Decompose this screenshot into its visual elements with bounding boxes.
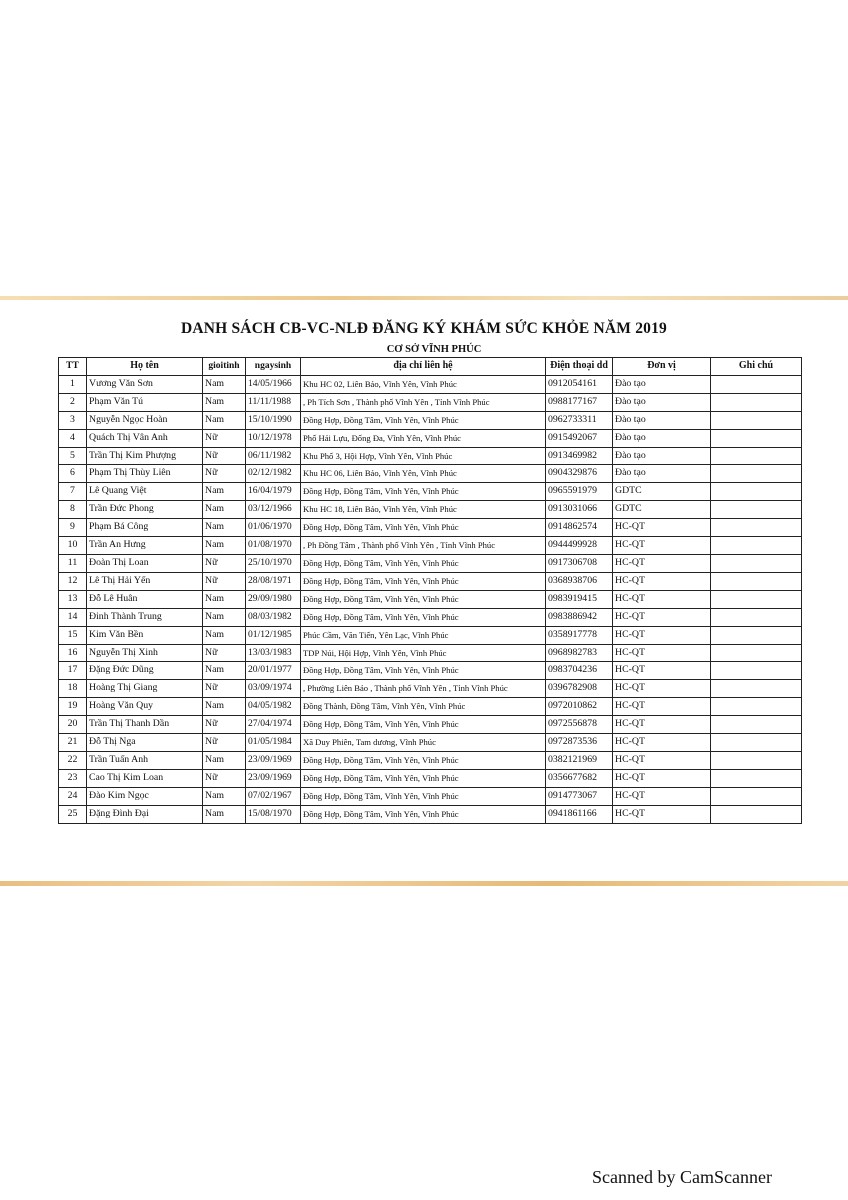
cell-name: Hoàng Văn Quy bbox=[87, 698, 203, 716]
cell-name: Quách Thị Vân Anh bbox=[87, 429, 203, 447]
cell-unit: HC-QT bbox=[613, 751, 711, 769]
cell-name: Phạm Bá Công bbox=[87, 519, 203, 537]
cell-tt: 1 bbox=[59, 375, 87, 393]
table-row bbox=[59, 375, 802, 393]
cell-unit: HC-QT bbox=[613, 644, 711, 662]
cell-address: Đồng Hợp, Đồng Tâm, Vĩnh Yên, Vĩnh Phúc bbox=[301, 519, 546, 537]
cell-tt: 6 bbox=[59, 465, 87, 483]
cell-phone: 0356677682 bbox=[546, 769, 613, 787]
cell-phone: 0912054161 bbox=[546, 375, 613, 393]
cell-name: Phạm Thị Thùy Liên bbox=[87, 465, 203, 483]
cell-address: Xã Duy Phiên, Tam dương, Vĩnh Phúc bbox=[301, 734, 546, 752]
cell-address: Đồng Hợp, Đồng Tâm, Vĩnh Yên, Vĩnh Phúc bbox=[301, 787, 546, 805]
cell-name: Đào Kim Ngọc bbox=[87, 787, 203, 805]
table-row bbox=[59, 411, 802, 429]
cell-dob: 11/11/1988 bbox=[246, 393, 301, 411]
cell-tt: 22 bbox=[59, 751, 87, 769]
cell-note bbox=[711, 501, 802, 519]
cell-address: Khu HC 18, Liên Bảo, Vĩnh Yên, Vĩnh Phúc bbox=[301, 501, 546, 519]
cell-dob: 07/02/1967 bbox=[246, 787, 301, 805]
cell-name: Hoàng Thị Giang bbox=[87, 680, 203, 698]
cell-gender: Nam bbox=[203, 411, 246, 429]
cell-gender: Nữ bbox=[203, 734, 246, 752]
cell-note bbox=[711, 375, 802, 393]
cell-note bbox=[711, 447, 802, 465]
cell-unit: Đào tạo bbox=[613, 411, 711, 429]
cell-name: Đỗ Thị Nga bbox=[87, 734, 203, 752]
cell-note bbox=[711, 805, 802, 823]
cell-tt: 2 bbox=[59, 393, 87, 411]
table-row bbox=[59, 698, 802, 716]
cell-dob: 25/10/1970 bbox=[246, 554, 301, 572]
cell-gender: Nữ bbox=[203, 429, 246, 447]
cell-phone: 0983919415 bbox=[546, 590, 613, 608]
cell-unit: HC-QT bbox=[613, 680, 711, 698]
cell-unit: HC-QT bbox=[613, 537, 711, 555]
cell-gender: Nam bbox=[203, 483, 246, 501]
cell-dob: 13/03/1983 bbox=[246, 644, 301, 662]
cell-gender: Nữ bbox=[203, 680, 246, 698]
cell-name: Đoàn Thị Loan bbox=[87, 554, 203, 572]
header-phone: Điện thoại dd bbox=[546, 358, 613, 376]
cell-unit: Đào tạo bbox=[613, 375, 711, 393]
cell-name: Trần Thị Thanh Dần bbox=[87, 716, 203, 734]
cell-unit: HC-QT bbox=[613, 769, 711, 787]
table-row bbox=[59, 608, 802, 626]
cell-note bbox=[711, 680, 802, 698]
cell-address: Đồng Hợp, Đồng Tâm, Vĩnh Yên, Vĩnh Phúc bbox=[301, 411, 546, 429]
cell-tt: 14 bbox=[59, 608, 87, 626]
cell-phone: 0913469982 bbox=[546, 447, 613, 465]
cell-phone: 0972556878 bbox=[546, 716, 613, 734]
cell-unit: HC-QT bbox=[613, 787, 711, 805]
cell-gender: Nữ bbox=[203, 465, 246, 483]
cell-note bbox=[711, 787, 802, 805]
cell-note bbox=[711, 590, 802, 608]
cell-note bbox=[711, 698, 802, 716]
table-row bbox=[59, 554, 802, 572]
cell-dob: 23/09/1969 bbox=[246, 751, 301, 769]
cell-name: Đặng Đình Đại bbox=[87, 805, 203, 823]
cell-unit: HC-QT bbox=[613, 626, 711, 644]
cell-address: , Ph Tích Sơn , Thành phố Vĩnh Yên , Tỉnh Vĩnh Phúc bbox=[301, 393, 546, 411]
cell-note bbox=[711, 572, 802, 590]
cell-unit: GDTC bbox=[613, 501, 711, 519]
cell-name: Trần Đức Phong bbox=[87, 501, 203, 519]
header-dob: ngaysinh bbox=[246, 358, 301, 376]
cell-gender: Nữ bbox=[203, 572, 246, 590]
cell-note bbox=[711, 519, 802, 537]
cell-name: Lê Thị Hải Yến bbox=[87, 572, 203, 590]
cell-name: Phạm Văn Tú bbox=[87, 393, 203, 411]
cell-tt: 18 bbox=[59, 680, 87, 698]
cell-tt: 19 bbox=[59, 698, 87, 716]
table-row bbox=[59, 483, 802, 501]
cell-note bbox=[711, 734, 802, 752]
cell-address: Khu HC 06, Liên Bảo, Vĩnh Yên, Vĩnh Phúc bbox=[301, 465, 546, 483]
scanner-watermark: Scanned by CamScanner bbox=[592, 1167, 772, 1187]
table-row bbox=[59, 716, 802, 734]
cell-address: Đồng Hợp, Đồng Tâm, Vĩnh Yên, Vĩnh Phúc bbox=[301, 805, 546, 823]
cell-dob: 01/12/1985 bbox=[246, 626, 301, 644]
cell-name: Trần Thị Kim Phượng bbox=[87, 447, 203, 465]
cell-name: Kim Văn Bền bbox=[87, 626, 203, 644]
cell-address: Khu Phố 3, Hội Hợp, Vĩnh Yên, Vĩnh Phúc bbox=[301, 447, 546, 465]
cell-gender: Nam bbox=[203, 590, 246, 608]
table-row bbox=[59, 429, 802, 447]
cell-address: Khu HC 02, Liên Bảo, Vĩnh Yên, Vĩnh Phúc bbox=[301, 375, 546, 393]
cell-dob: 15/08/1970 bbox=[246, 805, 301, 823]
cell-tt: 10 bbox=[59, 537, 87, 555]
cell-phone: 0983704236 bbox=[546, 662, 613, 680]
cell-note bbox=[711, 769, 802, 787]
cell-name: Đặng Đức Dũng bbox=[87, 662, 203, 680]
cell-note bbox=[711, 537, 802, 555]
cell-tt: 20 bbox=[59, 716, 87, 734]
cell-name: Nguyễn Thị Xinh bbox=[87, 644, 203, 662]
cell-gender: Nam bbox=[203, 751, 246, 769]
table-row bbox=[59, 662, 802, 680]
header-tt: TT bbox=[59, 358, 87, 376]
cell-dob: 27/04/1974 bbox=[246, 716, 301, 734]
header-name: Họ tên bbox=[87, 358, 203, 376]
cell-gender: Nữ bbox=[203, 644, 246, 662]
cell-tt: 25 bbox=[59, 805, 87, 823]
table-row bbox=[59, 787, 802, 805]
header-address: địa chỉ liên hệ bbox=[301, 358, 546, 376]
header-note: Ghi chú bbox=[711, 358, 802, 376]
cell-phone: 0962733311 bbox=[546, 411, 613, 429]
table-row bbox=[59, 519, 802, 537]
cell-dob: 02/12/1982 bbox=[246, 465, 301, 483]
cell-unit: HC-QT bbox=[613, 572, 711, 590]
cell-address: Đồng Hợp, Đồng Tâm, Vĩnh Yên, Vĩnh Phúc bbox=[301, 483, 546, 501]
header-gender: gioitinh bbox=[203, 358, 246, 376]
table-row bbox=[59, 537, 802, 555]
table-row bbox=[59, 590, 802, 608]
cell-name: Đinh Thành Trung bbox=[87, 608, 203, 626]
cell-note bbox=[711, 751, 802, 769]
cell-tt: 4 bbox=[59, 429, 87, 447]
cell-phone: 0915492067 bbox=[546, 429, 613, 447]
cell-gender: Nam bbox=[203, 537, 246, 555]
cell-phone: 0914773067 bbox=[546, 787, 613, 805]
cell-dob: 28/08/1971 bbox=[246, 572, 301, 590]
cell-unit: Đào tạo bbox=[613, 447, 711, 465]
cell-note bbox=[711, 465, 802, 483]
cell-phone: 0944499928 bbox=[546, 537, 613, 555]
table-body bbox=[59, 375, 802, 823]
cell-tt: 3 bbox=[59, 411, 87, 429]
table-row bbox=[59, 501, 802, 519]
cell-dob: 10/12/1978 bbox=[246, 429, 301, 447]
cell-tt: 15 bbox=[59, 626, 87, 644]
cell-unit: HC-QT bbox=[613, 716, 711, 734]
cell-note bbox=[711, 716, 802, 734]
cell-phone: 0368938706 bbox=[546, 572, 613, 590]
cell-address: Đồng Hợp, Đồng Tâm, Vĩnh Yên, Vĩnh Phúc bbox=[301, 662, 546, 680]
cell-tt: 17 bbox=[59, 662, 87, 680]
cell-phone: 0983886942 bbox=[546, 608, 613, 626]
cell-unit: Đào tạo bbox=[613, 465, 711, 483]
cell-phone: 0965591979 bbox=[546, 483, 613, 501]
cell-gender: Nam bbox=[203, 501, 246, 519]
cell-name: Nguyễn Ngọc Hoàn bbox=[87, 411, 203, 429]
cell-tt: 21 bbox=[59, 734, 87, 752]
cell-gender: Nữ bbox=[203, 769, 246, 787]
cell-tt: 11 bbox=[59, 554, 87, 572]
cell-note bbox=[711, 608, 802, 626]
cell-phone: 0904329876 bbox=[546, 465, 613, 483]
cell-dob: 03/12/1966 bbox=[246, 501, 301, 519]
cell-address: Đồng Hợp, Đồng Tâm, Vĩnh Yên, Vĩnh Phúc bbox=[301, 751, 546, 769]
cell-unit: HC-QT bbox=[613, 805, 711, 823]
table-row bbox=[59, 626, 802, 644]
table-row bbox=[59, 447, 802, 465]
cell-dob: 16/04/1979 bbox=[246, 483, 301, 501]
cell-address: Đồng Hợp, Đồng Tâm, Vĩnh Yên, Vĩnh Phúc bbox=[301, 554, 546, 572]
paper-bottom-edge bbox=[0, 881, 848, 886]
cell-dob: 20/01/1977 bbox=[246, 662, 301, 680]
cell-phone: 0382121969 bbox=[546, 751, 613, 769]
table-row bbox=[59, 572, 802, 590]
document-subtitle: CƠ SỞ VĨNH PHÚC bbox=[386, 344, 482, 355]
cell-tt: 12 bbox=[59, 572, 87, 590]
cell-address: , Phường Liên Bảo , Thành phố Vĩnh Yên , Tỉnh Vĩnh Phúc bbox=[301, 680, 546, 698]
cell-address: Đồng Hợp, Đồng Tâm, Vĩnh Yên, Vĩnh Phúc bbox=[301, 608, 546, 626]
table-row bbox=[59, 465, 802, 483]
cell-address: Phúc Cầm, Văn Tiến, Yên Lạc, Vĩnh Phúc bbox=[301, 626, 546, 644]
cell-unit: HC-QT bbox=[613, 554, 711, 572]
cell-unit: HC-QT bbox=[613, 662, 711, 680]
cell-unit: Đào tạo bbox=[613, 393, 711, 411]
cell-address: Đồng Thành, Đồng Tâm, Vĩnh Yên, Vĩnh Phúc bbox=[301, 698, 546, 716]
cell-tt: 23 bbox=[59, 769, 87, 787]
cell-gender: Nam bbox=[203, 519, 246, 537]
header-unit: Đơn vị bbox=[613, 358, 711, 376]
cell-dob: 08/03/1982 bbox=[246, 608, 301, 626]
cell-dob: 23/09/1969 bbox=[246, 769, 301, 787]
cell-unit: HC-QT bbox=[613, 519, 711, 537]
cell-note bbox=[711, 411, 802, 429]
cell-unit: HC-QT bbox=[613, 608, 711, 626]
table-row bbox=[59, 393, 802, 411]
cell-note bbox=[711, 644, 802, 662]
cell-gender: Nam bbox=[203, 698, 246, 716]
document-title: DANH SÁCH CB-VC-NLĐ ĐĂNG KÝ KHÁM SỨC KHỎE NĂM 2019 bbox=[180, 320, 668, 337]
cell-tt: 8 bbox=[59, 501, 87, 519]
cell-gender: Nam bbox=[203, 805, 246, 823]
table-row bbox=[59, 734, 802, 752]
cell-name: Lê Quang Việt bbox=[87, 483, 203, 501]
cell-note bbox=[711, 393, 802, 411]
cell-phone: 0972873536 bbox=[546, 734, 613, 752]
table-row bbox=[59, 769, 802, 787]
cell-name: Cao Thị Kim Loan bbox=[87, 769, 203, 787]
cell-note bbox=[711, 662, 802, 680]
cell-address: Đồng Hợp, Đồng Tâm, Vĩnh Yên, Vĩnh Phúc bbox=[301, 572, 546, 590]
cell-dob: 03/09/1974 bbox=[246, 680, 301, 698]
cell-unit: HC-QT bbox=[613, 734, 711, 752]
cell-dob: 04/05/1982 bbox=[246, 698, 301, 716]
cell-gender: Nữ bbox=[203, 554, 246, 572]
cell-unit: HC-QT bbox=[613, 590, 711, 608]
cell-note bbox=[711, 483, 802, 501]
cell-dob: 14/05/1966 bbox=[246, 375, 301, 393]
cell-phone: 0913031066 bbox=[546, 501, 613, 519]
cell-gender: Nam bbox=[203, 787, 246, 805]
cell-dob: 01/08/1970 bbox=[246, 537, 301, 555]
cell-dob: 01/05/1984 bbox=[246, 734, 301, 752]
cell-name: Trần Tuấn Anh bbox=[87, 751, 203, 769]
cell-note bbox=[711, 554, 802, 572]
cell-gender: Nữ bbox=[203, 716, 246, 734]
cell-address: Đồng Hợp, Đồng Tâm, Vĩnh Yên, Vĩnh Phúc bbox=[301, 716, 546, 734]
cell-phone: 0917306708 bbox=[546, 554, 613, 572]
cell-gender: Nam bbox=[203, 375, 246, 393]
cell-unit: Đào tạo bbox=[613, 429, 711, 447]
cell-tt: 13 bbox=[59, 590, 87, 608]
cell-tt: 9 bbox=[59, 519, 87, 537]
table-row bbox=[59, 751, 802, 769]
cell-tt: 5 bbox=[59, 447, 87, 465]
cell-dob: 15/10/1990 bbox=[246, 411, 301, 429]
cell-name: Đỗ Lê Huân bbox=[87, 590, 203, 608]
cell-phone: 0358917778 bbox=[546, 626, 613, 644]
cell-tt: 16 bbox=[59, 644, 87, 662]
table-row bbox=[59, 680, 802, 698]
cell-note bbox=[711, 626, 802, 644]
cell-phone: 0941861166 bbox=[546, 805, 613, 823]
cell-dob: 29/09/1980 bbox=[246, 590, 301, 608]
cell-tt: 7 bbox=[59, 483, 87, 501]
cell-address: Đồng Hợp, Đồng Tâm, Vĩnh Yên, Vĩnh Phúc bbox=[301, 769, 546, 787]
paper-top-edge bbox=[0, 296, 848, 300]
cell-gender: Nam bbox=[203, 393, 246, 411]
cell-address: Phố Hải Lựu, Đống Đa, Vĩnh Yên, Vĩnh Phúc bbox=[301, 429, 546, 447]
cell-phone: 0988177167 bbox=[546, 393, 613, 411]
cell-name: Vương Văn Sơn bbox=[87, 375, 203, 393]
cell-gender: Nam bbox=[203, 608, 246, 626]
cell-dob: 01/06/1970 bbox=[246, 519, 301, 537]
cell-unit: HC-QT bbox=[613, 698, 711, 716]
cell-phone: 0396782908 bbox=[546, 680, 613, 698]
cell-phone: 0968982783 bbox=[546, 644, 613, 662]
cell-note bbox=[711, 429, 802, 447]
cell-gender: Nam bbox=[203, 626, 246, 644]
cell-address: TDP Núi, Hội Hợp, Vĩnh Yên, Vĩnh Phúc bbox=[301, 644, 546, 662]
cell-name: Trần An Hưng bbox=[87, 537, 203, 555]
cell-unit: GDTC bbox=[613, 483, 711, 501]
cell-tt: 24 bbox=[59, 787, 87, 805]
cell-gender: Nam bbox=[203, 662, 246, 680]
table-row bbox=[59, 644, 802, 662]
staff-table bbox=[58, 357, 802, 824]
cell-address: Đồng Hợp, Đồng Tâm, Vĩnh Yên, Vĩnh Phúc bbox=[301, 590, 546, 608]
table-header-row bbox=[59, 358, 802, 376]
cell-address: , Ph Đồng Tâm , Thành phố Vĩnh Yên , Tỉnh Vĩnh Phúc bbox=[301, 537, 546, 555]
table-row bbox=[59, 805, 802, 823]
cell-phone: 0972010862 bbox=[546, 698, 613, 716]
cell-phone: 0914862574 bbox=[546, 519, 613, 537]
cell-gender: Nữ bbox=[203, 447, 246, 465]
cell-dob: 06/11/1982 bbox=[246, 447, 301, 465]
